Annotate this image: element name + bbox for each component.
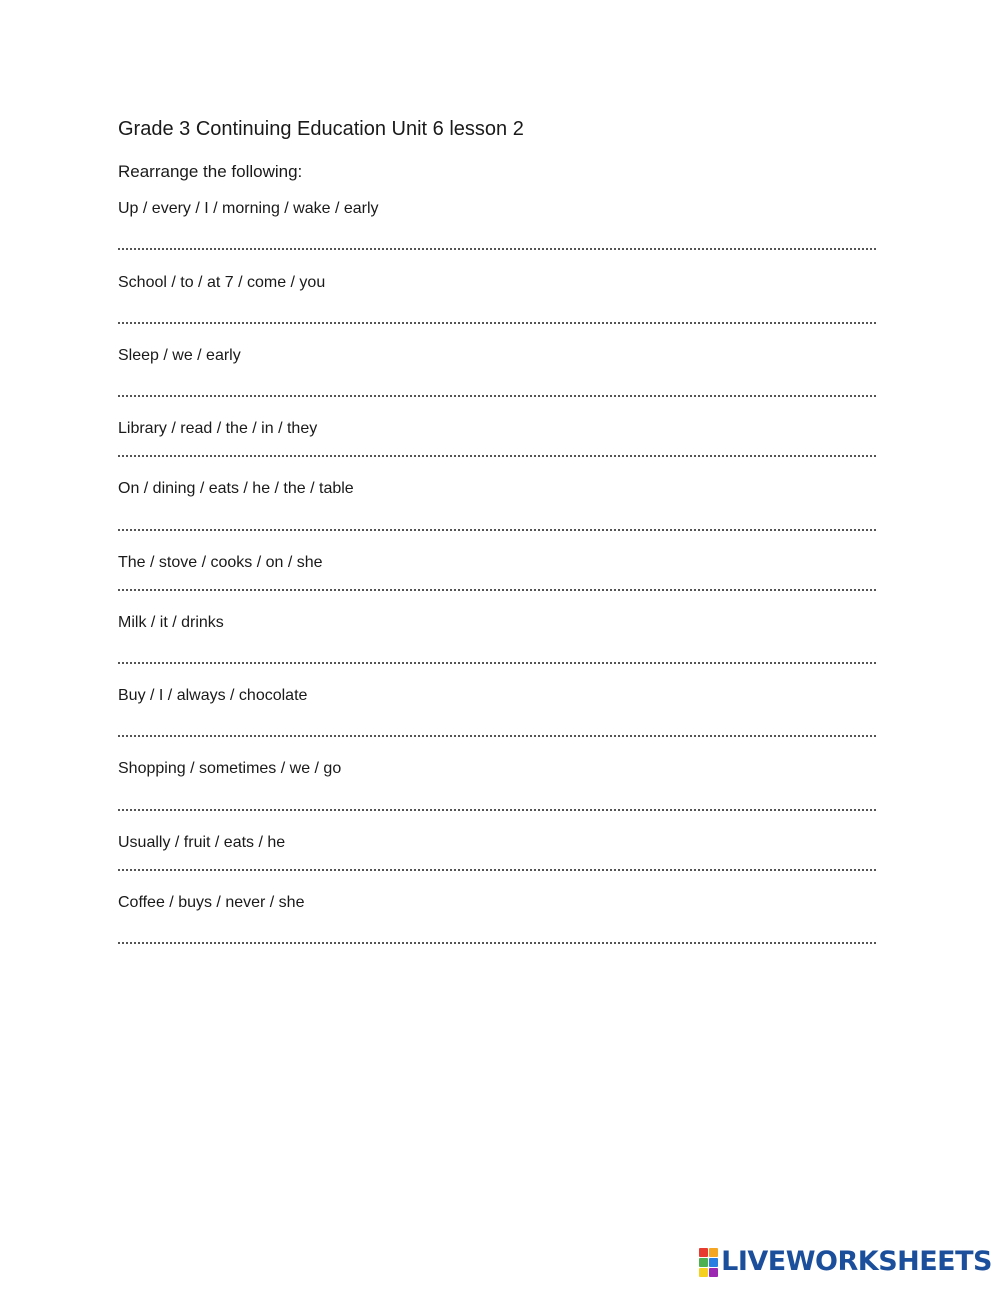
worksheet-title: Grade 3 Continuing Education Unit 6 lesson 2 <box>118 118 524 140</box>
item-prompt-1: Up / every / I / morning / wake / early <box>118 200 379 217</box>
logo-wordmark: LIVEWORKSHEETS <box>721 1246 992 1277</box>
logo-block <box>709 1258 718 1267</box>
item-prompt-9: Shopping / sometimes / we / go <box>118 760 342 777</box>
answer-line-8[interactable] <box>118 735 876 737</box>
item-prompt-4: Library / read / the / in / they <box>118 420 318 437</box>
answer-line-4[interactable] <box>118 455 876 457</box>
answer-line-7[interactable] <box>118 662 876 664</box>
item-prompt-2: School / to / at 7 / come / you <box>118 274 326 291</box>
item-prompt-10: Usually / fruit / eats / he <box>118 834 286 851</box>
liveworksheets-logo <box>699 1247 992 1277</box>
answer-line-5[interactable] <box>118 529 876 531</box>
item-prompt-8: Buy / I / always / chocolate <box>118 687 308 704</box>
answer-line-9[interactable] <box>118 809 876 811</box>
answer-line-6[interactable] <box>118 589 876 591</box>
answer-line-1[interactable] <box>118 248 876 250</box>
answer-line-2[interactable] <box>118 322 876 324</box>
answer-line-11[interactable] <box>118 942 876 944</box>
item-prompt-3: Sleep / we / early <box>118 347 241 364</box>
logo-block <box>699 1268 708 1277</box>
instruction-text: Rearrange the following: <box>118 162 303 181</box>
logo-block <box>699 1248 708 1257</box>
answer-line-10[interactable] <box>118 869 876 871</box>
item-prompt-11: Coffee / buys / never / she <box>118 894 305 911</box>
logo-block <box>699 1258 708 1267</box>
logo-block <box>709 1248 718 1257</box>
answer-line-3[interactable] <box>118 395 876 397</box>
logo-block <box>709 1268 718 1277</box>
item-prompt-6: The / stove / cooks / on / she <box>118 554 323 571</box>
item-prompt-7: Milk / it / drinks <box>118 614 224 631</box>
logo-blocks-icon <box>699 1248 718 1277</box>
item-prompt-5: On / dining / eats / he / the / table <box>118 480 354 497</box>
